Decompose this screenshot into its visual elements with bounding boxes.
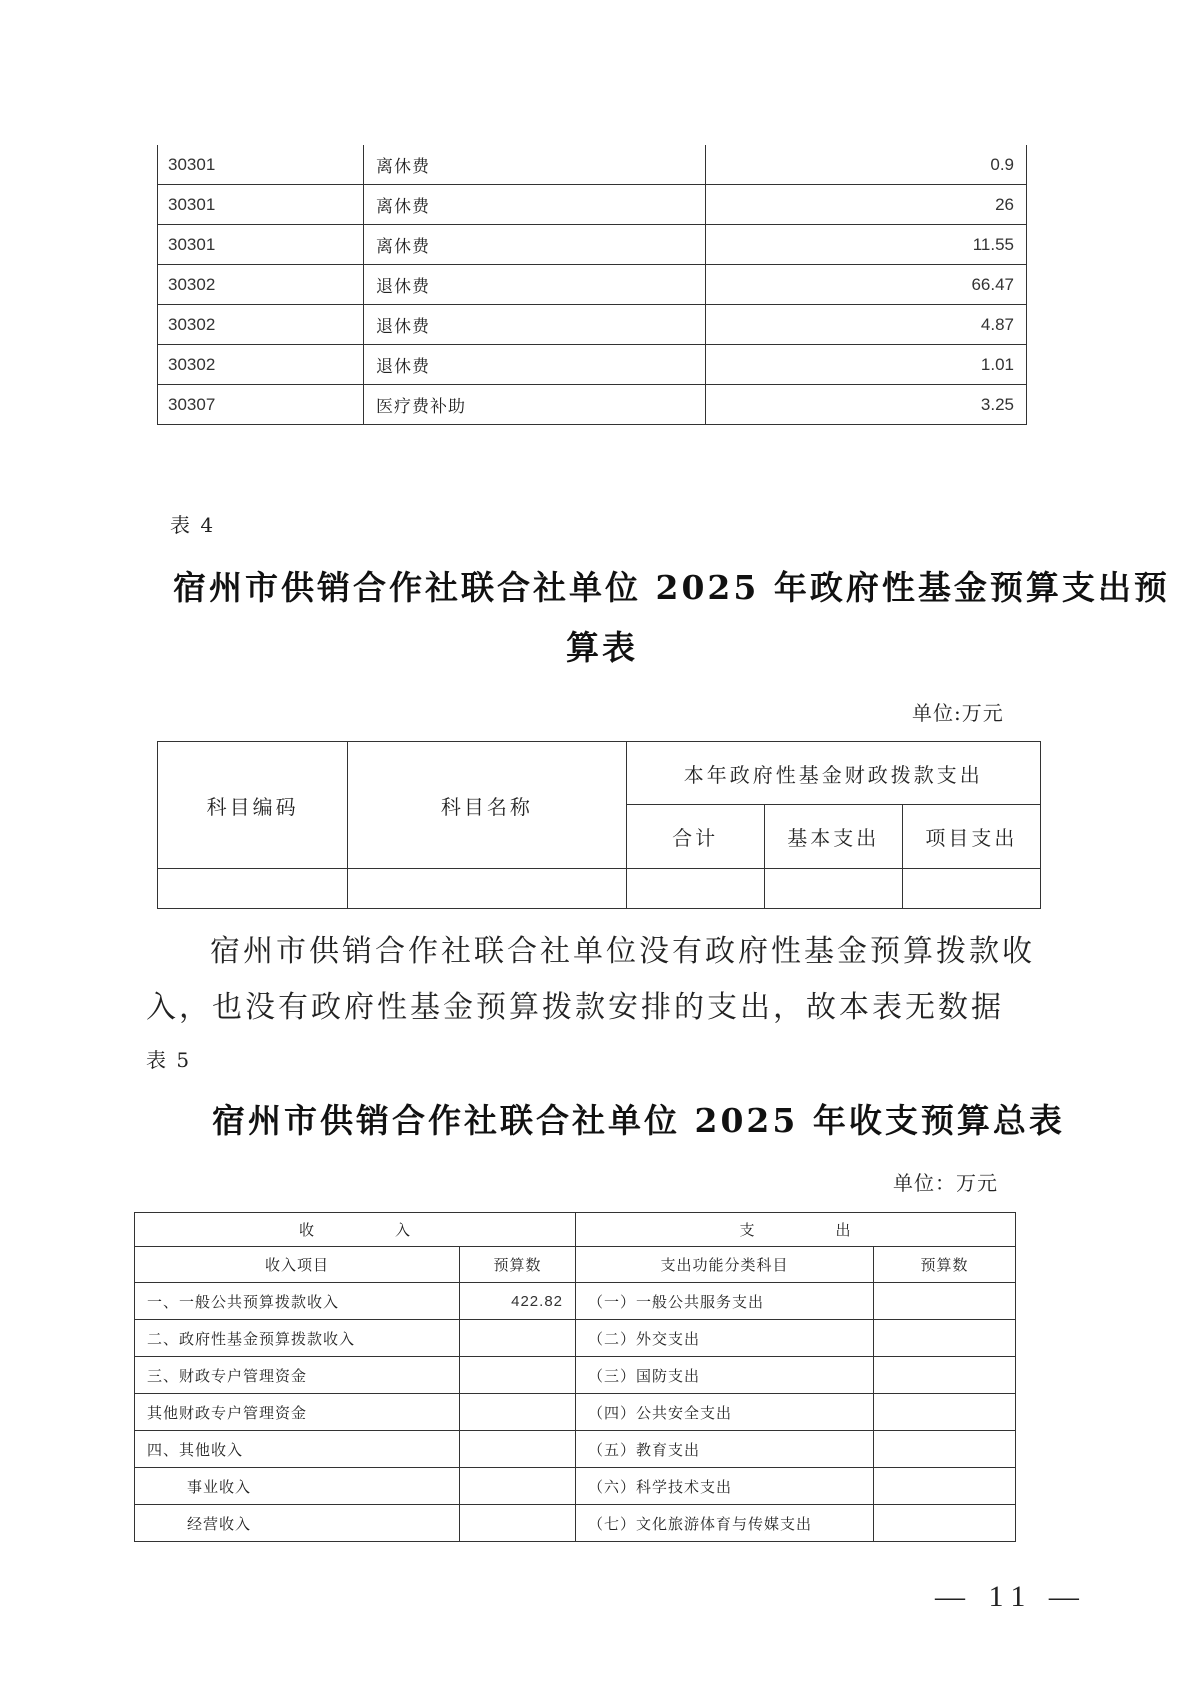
expense-budget <box>874 1320 1016 1357</box>
income-item: 一、一般公共预算拨款收入 <box>135 1283 460 1320</box>
income-budget: 422.82 <box>460 1283 576 1320</box>
income-budget <box>460 1320 576 1357</box>
cell-amount: 4.87 <box>706 305 1027 345</box>
income-budget <box>460 1394 576 1431</box>
income-item: 经营收入 <box>135 1505 460 1542</box>
cell-code: 30302 <box>158 345 364 385</box>
table-row <box>135 1468 1016 1505</box>
table5-title: 宿州市供销合作社联合社单位 2025 年收支预算总表 <box>212 1101 1065 1140</box>
cell-amount: 66.47 <box>706 265 1027 305</box>
table5-unit: 单位：万元 <box>893 1171 998 1195</box>
table-row <box>135 1320 1016 1357</box>
table-row <box>158 305 1027 345</box>
income-budget <box>460 1468 576 1505</box>
expense-budget <box>874 1394 1016 1431</box>
income-budget <box>460 1505 576 1542</box>
header-expense-item: 支出功能分类科目 <box>576 1247 874 1283</box>
expense-budget <box>874 1357 1016 1394</box>
header-name: 科目名称 <box>348 742 626 869</box>
income-budget <box>460 1357 576 1394</box>
header-basic: 基本支出 <box>764 805 902 869</box>
expense-budget <box>874 1468 1016 1505</box>
cell-name: 退休费 <box>364 345 706 385</box>
expense-budget <box>874 1283 1016 1320</box>
income-budget <box>460 1431 576 1468</box>
cell-amount: 3.25 <box>706 385 1027 425</box>
header-expense-budget: 预算数 <box>874 1247 1016 1283</box>
empty-cell <box>764 869 902 909</box>
continuation-table <box>157 145 1027 425</box>
cell-name: 离休费 <box>364 225 706 265</box>
expense-item: （三）国防支出 <box>576 1357 874 1394</box>
table-row <box>135 1394 1016 1431</box>
table-row-empty <box>158 869 1041 909</box>
table-row <box>135 1283 1016 1320</box>
cell-code: 30301 <box>158 145 364 185</box>
header-project: 项目支出 <box>902 805 1040 869</box>
note-line2: 入，也没有政府性基金预算拨款安排的支出，故本表无数据 <box>146 990 1004 1025</box>
empty-cell <box>348 869 626 909</box>
cell-code: 30302 <box>158 305 364 345</box>
income-item: 四、其他收入 <box>135 1431 460 1468</box>
cell-name: 离休费 <box>364 185 706 225</box>
expense-item: （二）外交支出 <box>576 1320 874 1357</box>
cell-amount: 26 <box>706 185 1027 225</box>
table4-title-line1: 宿州市供销合作社联合社单位 2025 年政府性基金预算支出预 <box>173 568 1170 607</box>
header-code: 科目编码 <box>158 742 348 869</box>
income-item: 其他财政专户管理资金 <box>135 1394 460 1431</box>
expense-item: （一）一般公共服务支出 <box>576 1283 874 1320</box>
empty-cell <box>626 869 764 909</box>
cell-code: 30302 <box>158 265 364 305</box>
page-number: — 11 — <box>935 1580 1087 1613</box>
cell-amount: 11.55 <box>706 225 1027 265</box>
income-item: 三、财政专户管理资金 <box>135 1357 460 1394</box>
header-income-budget: 预算数 <box>460 1247 576 1283</box>
table-row <box>135 1505 1016 1542</box>
table-row <box>158 145 1027 185</box>
cell-amount: 1.01 <box>706 345 1027 385</box>
expense-item: （六）科学技术支出 <box>576 1468 874 1505</box>
cell-name: 医疗费补助 <box>364 385 706 425</box>
header-expense: 支 出 <box>576 1213 1016 1247</box>
expense-budget <box>874 1505 1016 1542</box>
table5-label: 表 5 <box>146 1048 192 1072</box>
expense-item: （七）文化旅游体育与传媒支出 <box>576 1505 874 1542</box>
cell-name: 退休费 <box>364 265 706 305</box>
header-group: 本年政府性基金财政拨款支出 <box>626 742 1040 805</box>
empty-cell <box>158 869 348 909</box>
cell-code: 30307 <box>158 385 364 425</box>
table-row <box>158 185 1027 225</box>
table-row <box>158 225 1027 265</box>
table4-title-line2: 算表 <box>566 628 638 667</box>
expense-item: （四）公共安全支出 <box>576 1394 874 1431</box>
income-item: 二、政府性基金预算拨款收入 <box>135 1320 460 1357</box>
table4-unit: 单位:万元 <box>912 701 1004 725</box>
table-row <box>158 265 1027 305</box>
header-income-item: 收入项目 <box>135 1247 460 1283</box>
empty-cell <box>902 869 1040 909</box>
note-line1: 宿州市供销合作社联合社单位没有政府性基金预算拨款收 <box>210 934 1035 969</box>
header-total: 合计 <box>626 805 764 869</box>
expense-budget <box>874 1431 1016 1468</box>
table5 <box>134 1212 1016 1542</box>
table-row <box>158 385 1027 425</box>
table-row <box>135 1357 1016 1394</box>
table-row <box>158 345 1027 385</box>
expense-item: （五）教育支出 <box>576 1431 874 1468</box>
income-item: 事业收入 <box>135 1468 460 1505</box>
table4-label: 表 4 <box>170 513 216 537</box>
table4 <box>157 741 1041 909</box>
cell-code: 30301 <box>158 185 364 225</box>
cell-name: 离休费 <box>364 145 706 185</box>
cell-code: 30301 <box>158 225 364 265</box>
table-row <box>135 1431 1016 1468</box>
cell-name: 退休费 <box>364 305 706 345</box>
cell-amount: 0.9 <box>706 145 1027 185</box>
header-income: 收 入 <box>135 1213 576 1247</box>
